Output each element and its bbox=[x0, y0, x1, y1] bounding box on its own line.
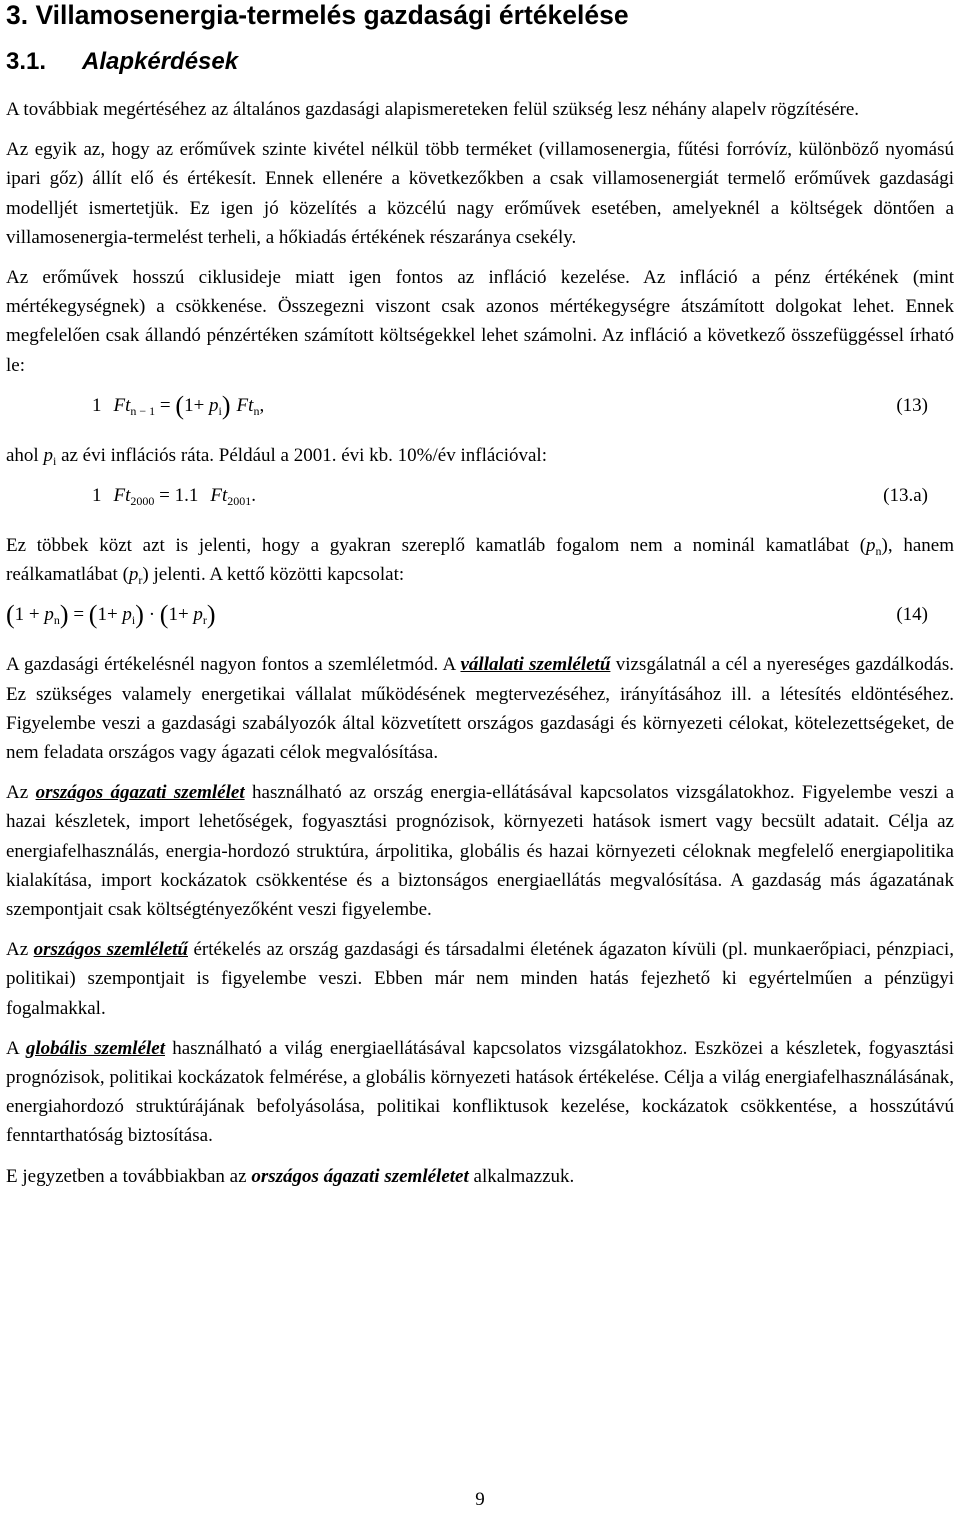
emphasis-orszagos: országos szemléletű bbox=[33, 939, 188, 961]
equation-13a bbox=[6, 481, 954, 510]
chapter-title: 3. Villamosenergia-termelés gazdasági értékelése bbox=[6, 0, 629, 30]
paragraph-6: A gazdasági értékelésnél nagyon fontos a szemléletmód. A vállalati szemléletű vizsgálatnál a cél a nyereséges gazdálkodás. Ez szükséges valamely energetikai vállalat működésének megtervezéséhez, irányításához ill. a létesítés eldöntéséhez. Figyelembe veszi a gazdasági szabályozók által közvetített országos gazdasági és környezeti célokat, kötelezettségeket, de nem feladata országos vagy ágazati célok megvalósítása. bbox=[6, 654, 954, 764]
equation-13a-math: 1 $Ft_{2000} = 1.1$ $Ft_{2001}$. bbox=[92, 485, 256, 509]
section-number: 3.1. bbox=[6, 48, 47, 75]
paragraph-7: Az országos ágazati szemlélet használható az ország energia-ellátásával kapcsolatos vizsgálatokhoz. Figyelembe veszi a hazai készletek, import lehetőségek, fogyasztási prognózisok, környezeti hatások ismert vagy becsült adatait. Célja az energiafelhasználás, energia-hordozó struktúra, árpolitika, globális és hazai környezeti céloknak megfelelő energiapolitika kialakítása, import kockázatok csökkentése és a biztonságos energiaellátás megvalósítása. A gazdaság más ágazatának szempontjait csak költségtényezőként veszi figyelembe. bbox=[6, 782, 954, 921]
equation-13a-number: (13.a) bbox=[883, 485, 928, 507]
body-text bbox=[6, 95, 954, 1202]
paragraph-2: Az egyik az, hogy az erőművek szinte kivétel nélkül több terméket (villamosenergia, fűtési forróvíz, különböző nyomású ipari gőz) állít elő és értékesít. Ennek ellenére a következőkben a csak villamosenergiát termelő erőművek gazdasági modelljét ismertetjük. Ez igen jó közelítés a közcélú nagy erőművek esetében, amelyeknél a költségek döntően a villamosenergia-termelést terheli, a hőkiadás értékének részaránya csekély. bbox=[6, 139, 954, 248]
section-heading bbox=[6, 46, 238, 78]
equation-13-math: 1 $Ft_{n - 1} = (1+ p_i)$ $Ft_n$, bbox=[92, 390, 265, 420]
emphasis-orszagos-agazati: országos ágazati szemlélet bbox=[35, 782, 245, 804]
equation-13 bbox=[6, 391, 954, 420]
paragraph-3: Az erőművek hosszú ciklusideje miatt igen fontos az infláció kezelése. Az infláció a pénz értékének (mint mértékegységnek) a csökkenése. Összegezni viszont csak azonos mértékegységre átszámított dolgokat lehet. Ennek megfelelően csak állandó pénzértéken számított költségekkel lehet számolni. Az infláció a következő összefüggéssel írható le: bbox=[6, 267, 954, 376]
equation-14-math: $(1 + p_n) = (1+ p_i) \cdot (1+ p_r)$ bbox=[6, 600, 216, 630]
equation-14 bbox=[6, 600, 954, 629]
emphasis-globalis: globális szemlélet bbox=[25, 1037, 165, 1059]
equation-14-number: (14) bbox=[896, 604, 928, 626]
paragraph-4: ahol $p_i$ az évi inflációs ráta. Például a 2001. évi kb. 10%/év inflációval: bbox=[6, 444, 547, 468]
equation-13-number: (13) bbox=[896, 394, 928, 416]
emphasis-orszagos-agazati-szemleletet: országos ágazati szemléletet bbox=[251, 1165, 469, 1187]
paragraph-1: A továbbiak megértéséhez az általános gazdasági alapismereteken felül szükség lesz néhány alapelv rögzítésére. bbox=[6, 99, 860, 120]
paragraph-8: Az országos szemléletű értékelés az ország gazdasági és társadalmi életének ágazaton kívüli (pl. munkaerőpiaci, pénzpiaci, politikai) szempontjait is figyelembe veszi. Ebben már nem minden hatás fejezhető ki egyértelműen a pénzügyi fogalmakkal. bbox=[6, 939, 954, 1019]
section-title: Alapkérdések bbox=[82, 48, 239, 75]
emphasis-vallalati: vállalati szemléletű bbox=[460, 654, 611, 676]
paragraph-9: A globális szemlélet használható a világ energiaellátásával kapcsolatos vizsgálatokhoz. Eszközei a készletek, fogyasztási prognózisok, politikai kockázatok felmérése, a globális környezeti hatások értékelése. Célja a világ energiafelhasználásának, energiahordozó struktúrájának befolyásolása, politikai konfliktusok kezelése, kockázatok csökkentése, a hosszútávú fenntarthatóság biztosítása. bbox=[6, 1037, 954, 1147]
paragraph-5: Ez többek közt azt is jelenti, hogy a gyakran szereplő kamatláb fogalom nem a nominál kamatlábat $(p_n)$, hanem reálkamatlábat $(p_r)$ jelenti. A kettő közötti kapcsolat: bbox=[6, 535, 954, 588]
page-number: 9 bbox=[475, 1489, 485, 1510]
paragraph-10: E jegyzetben a továbbiakban az országos ágazati szemléletet alkalmazzuk. bbox=[6, 1165, 575, 1187]
